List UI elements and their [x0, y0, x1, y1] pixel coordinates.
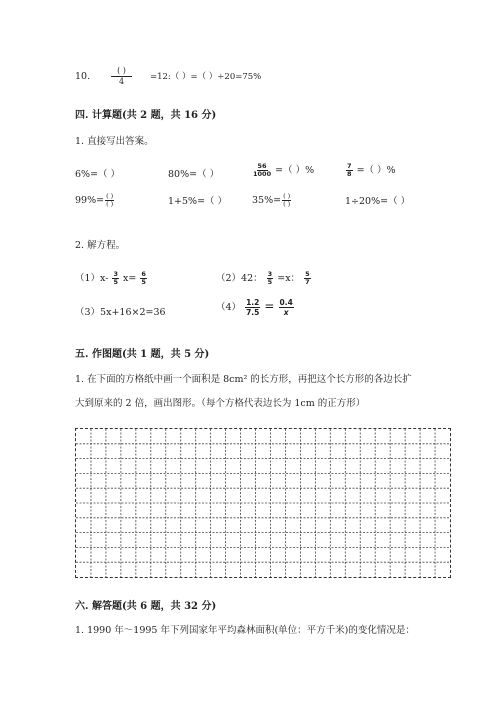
calc-99-percent	[75, 193, 115, 208]
equation-3: （3）5x+16×2=36	[75, 307, 166, 318]
calc-prefix: 35%=	[252, 195, 282, 206]
fraction-numerator: ( )	[106, 192, 114, 200]
fraction-blank	[282, 193, 291, 208]
answer-question-1: 1. 1990 年～1995 年下列国家年平均森林面积(单位：平方千米)的变化情况是：	[75, 625, 415, 636]
fraction-denominator: ( )	[283, 200, 291, 208]
fraction-denominator: 1000	[253, 170, 272, 178]
fraction-numerator: 56	[257, 162, 267, 170]
calc-rest: =（ ）%	[356, 165, 396, 176]
equation-text: （2）42：	[216, 273, 263, 284]
fraction-denominator: ( )	[106, 200, 114, 208]
section-6-heading: 六. 解答题(共 6 题，共 32 分)	[75, 601, 217, 612]
calc-rest: =（ ）%	[275, 165, 315, 176]
fraction-7-8	[346, 163, 353, 178]
calc-1-div-20-percent: 1÷20%=（ ）	[345, 196, 411, 207]
fraction-3-5	[112, 271, 119, 286]
fraction-denominator: 5	[113, 278, 119, 286]
fraction-56-1000	[253, 163, 271, 178]
section-5-heading: 五. 作图题(共 1 题，共 5 分)	[75, 349, 210, 360]
calc-7-over-8	[345, 162, 396, 178]
calc-35-percent	[252, 193, 292, 208]
question-10	[75, 66, 261, 87]
equation-text: x=	[123, 273, 137, 284]
grid-lines	[76, 429, 450, 577]
fraction-denominator: 4	[118, 77, 125, 86]
fraction-0.4-x	[279, 298, 294, 317]
calc-prefix: 99%=	[75, 195, 105, 206]
fraction-denominator: 5	[267, 278, 273, 286]
fraction-denominator: 8	[347, 170, 352, 178]
fraction-6-5	[140, 271, 147, 286]
drawing-question-line-2: 大到原来的 2 倍，画出图形。（每个方格代表边长为 1cm 的正方形）	[75, 398, 366, 409]
q1-title: 1. 直接写出答案。	[75, 136, 154, 147]
drawing-question-line-1: 1. 在下面的方格纸中画一个面积是 8cm² 的长方形，再把这个长方形的各边长扩	[75, 374, 412, 385]
fraction-numerator: 5	[305, 270, 310, 278]
fraction-numerator: 3	[113, 270, 119, 278]
equation-text: （4）	[216, 302, 242, 313]
calc-6-percent: 6%=（ ）	[75, 169, 121, 180]
fraction-1.2-7.5	[245, 298, 260, 317]
equation-1	[75, 270, 148, 286]
fraction-blank	[105, 193, 114, 208]
equation-text: （1）x-	[75, 273, 109, 284]
fraction-numerator: ( )	[111, 66, 132, 77]
equation-2	[216, 270, 312, 286]
q2-title: 2. 解方程。	[75, 240, 126, 251]
fraction-numerator: 1.2	[246, 298, 260, 307]
fraction-numerator: 7	[347, 162, 352, 170]
fraction-numerator: 6	[141, 270, 146, 278]
fraction-denominator: 5	[141, 278, 146, 286]
equation-text: =x：	[277, 273, 301, 284]
section-4-heading: 四. 计算题(共 2 题，共 16 分)	[75, 110, 217, 121]
question-number: 10.	[75, 71, 91, 82]
fraction-denominator: x	[283, 308, 289, 317]
fraction-numerator: 3	[267, 270, 273, 278]
square-grid-paper[interactable]	[75, 428, 451, 578]
fraction-numerator: ( )	[283, 192, 291, 200]
equation-text: =	[264, 299, 275, 313]
question-10-rest: =12:（ ）=（ ）÷20=75%	[149, 72, 262, 82]
fraction-blank	[111, 66, 132, 87]
calc-1-plus-5-percent: 1+5%=（ ）	[168, 196, 228, 207]
calc-80-percent: 80%=（ ）	[168, 169, 220, 180]
fraction-denominator: 7.5	[246, 308, 260, 317]
fraction-3-5	[267, 271, 274, 286]
fraction-numerator: 0.4	[279, 298, 293, 307]
fraction-denominator: 7	[305, 278, 310, 286]
fraction-5-7	[304, 271, 311, 286]
calc-56-over-1000	[252, 162, 314, 178]
equation-4	[216, 298, 295, 317]
